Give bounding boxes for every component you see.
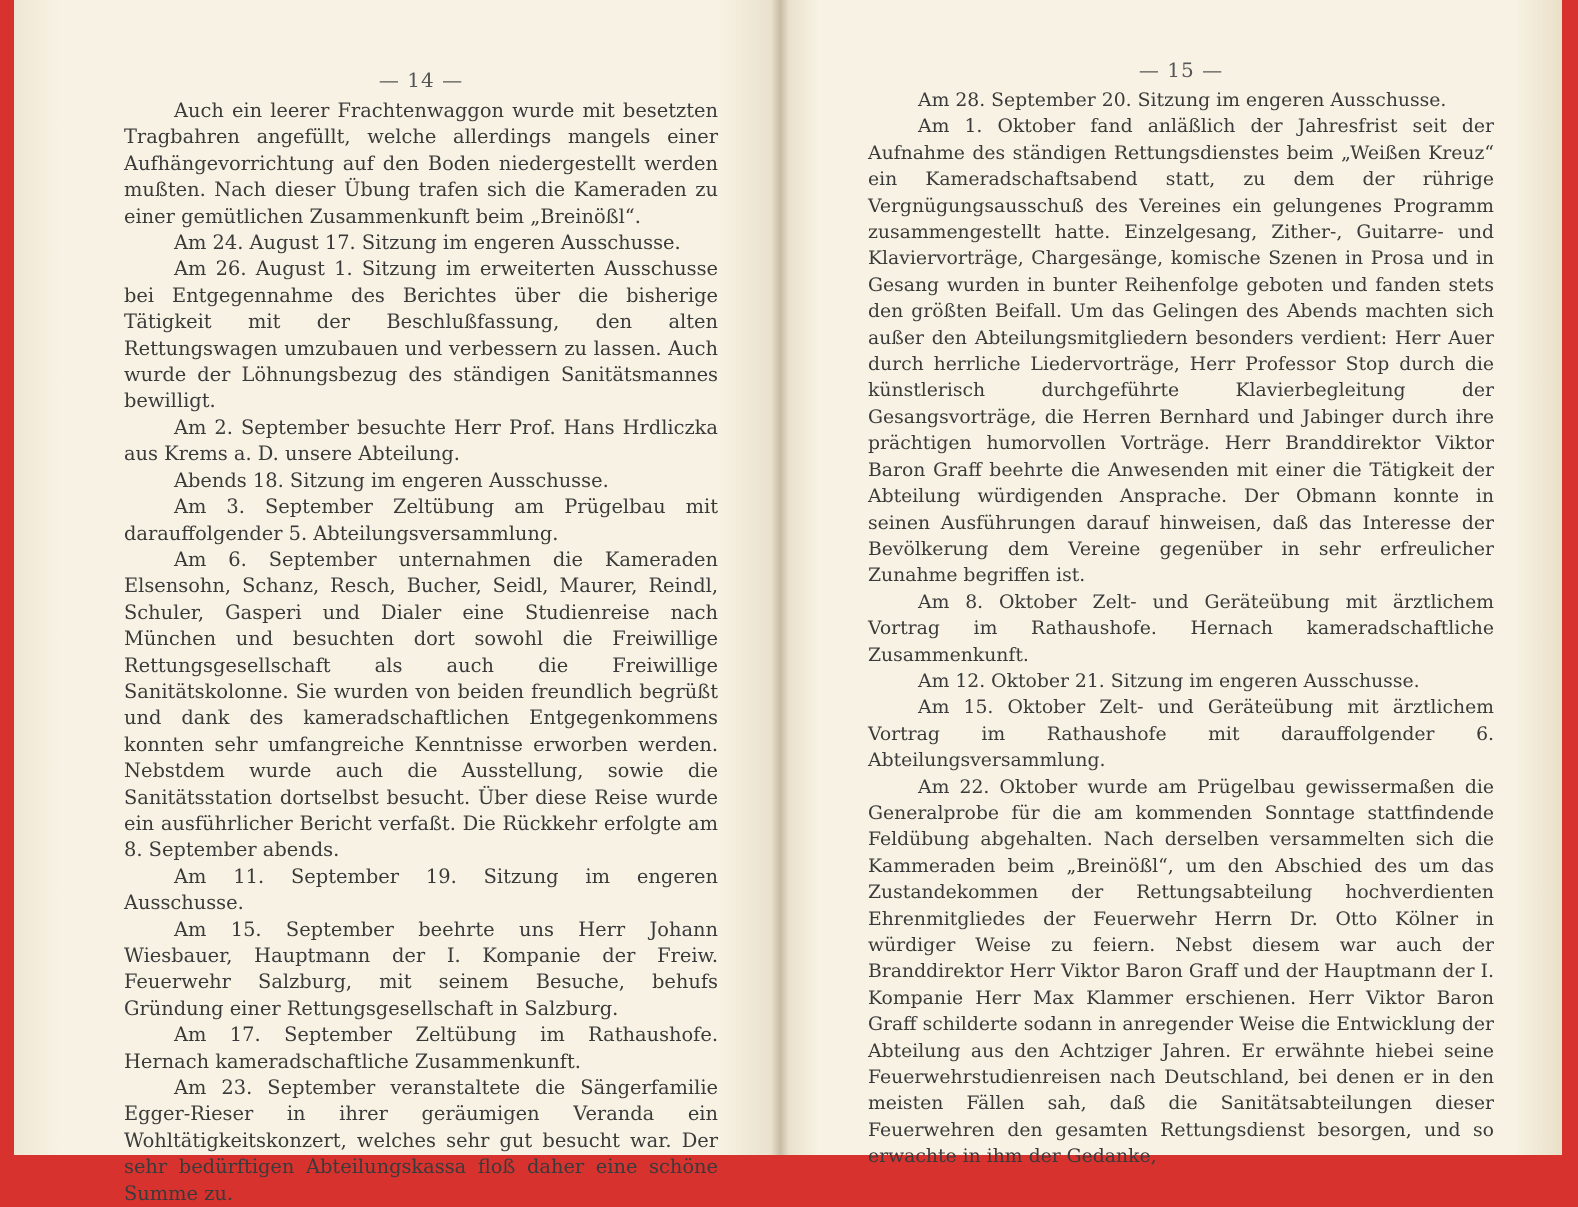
paragraph: Am 11. September 19. Sitzung im engeren Ausschusse.	[124, 864, 718, 915]
paragraph: Am 15. September beehrte uns Herr Johann Wiesbauer, Hauptmann der I. Kompanie der Freiw. Feuerwehr Salzburg, mit seinem Besuche, behufs Gründung einer Rettungsgesellschaft in Salzburg.	[124, 917, 718, 1020]
paragraph: Am 6. September unternahmen die Kameraden Elsensohn, Schanz, Resch, Bucher, Seidl, Maurer, Reindl, Schuler, Gasperi und Dialer eine Studienreise nach München und besuchten dort sowohl die Freiwillige Rettungsgesellschaft als auch die Freiwillige Sanitätskolonne. Sie wurden von beiden freundlich begrüßt und dank des kameradschaftlichen Entgegenkommens konnten sehr umfangreiche Kenntnisse erworben werden. Nebstdem wurde auch die Ausstellung, sowie die Sanitätsstation dortselbst besucht. Über diese Reise wurde ein ausführlicher Bericht verfaßt. Die Rückkehr erfolgte am 8. September abends.	[124, 547, 718, 862]
book-gutter	[771, 0, 789, 1155]
paragraph: Am 2. September besuchte Herr Prof. Hans Hrdliczka aus Krems a. D. unsere Abteilung.	[124, 415, 718, 466]
page-number: — 14 —	[378, 68, 464, 92]
paragraph: Am 8. Oktober Zelt- und Geräteübung mit ärztlichem Vortrag im Rathaushofe. Hernach kameradschaftliche Zusammenkunft.	[868, 591, 1494, 666]
right-page	[780, 0, 1562, 1168]
paragraph: Am 17. September Zeltübung im Rathaushofe. Hernach kameradschaftliche Zusammenkunft.	[124, 1023, 718, 1073]
paragraph: Auch ein leerer Frachtenwaggon wurde mit besetzten Tragbahren angefüllt, welche allerdings mangels einer Aufhängevorrichtung auf den Boden niedergestellt werden mußten. Nach dieser Übung trafen sich die Kameraden zu einer gemütlichen Zusammenkunft beim „Breinößl“.	[124, 99, 718, 228]
book-spread	[14, 0, 1562, 1205]
left-page	[14, 0, 780, 1205]
paragraph: Am 28. September 20. Sitzung im engeren Ausschusse.	[918, 90, 1447, 111]
paragraph: Am 3. September Zeltübung am Prügelbau mit darauffolgender 5. Abteilungsversammlung.	[124, 495, 718, 545]
paragraph: Am 12. Oktober 21. Sitzung im engeren Ausschusse.	[918, 670, 1420, 692]
paragraph: Am 1. Oktober fand anläßlich der Jahresfrist seit der Aufnahme des ständigen Rettungsdienstes beim „Weißen Kreuz“ ein Kameradschaftsabend statt, zu dem der rührige Vergnügungsausschuß des Vereines ein gelungenes Programm zusammengestellt hatte. Einzelgesang, Zither-, Guitarre- und Klaviervorträge, Chargesänge, komische Szenen in Prosa und in Gesang wurden in bunter Reihenfolge geboten und fanden stets den größten Beifall. Um das Gelingen des Abends machten sich außer den Abteilungsmitgliedern besonders verdient: Herr Auer durch herrliche Liedervorträge, Herr Professor Stop durch die künstlerisch durchgeführte Klavierbegleitung der Gesangsvorträge, die Herren Bernhard und Jabinger durch ihre prächtigen humorvollen Vorträge. Herr Branddirektor Viktor Baron Graff beehrte die Anwesenden mit einer die Tätigkeit der Abteilung würdigenden Ansprache. Der Obmann konnte in seinen Ausführungen darauf hinweisen, daß das Interesse der Bevölkerung dem Vereine gegenüber in sehr erfreulicher Zunahme begriffen ist.	[868, 116, 1494, 587]
paragraph: Abends 18. Sitzung im engeren Ausschusse.	[174, 468, 609, 492]
paragraph: Am 15. Oktober Zelt- und Geräteübung mit ärztlichem Vortrag im Rathaushofe mit darauffolgender 6. Abteilungsversammlung.	[868, 697, 1494, 772]
page-number: — 15 —	[1138, 58, 1224, 82]
paragraph: Am 22. Oktober wurde am Prügelbau gewissermaßen die Generalprobe für die am kommenden Sonntage stattfindende Feldübung abgehalten. Nach derselben versammelten sich die Kammeraden beim „Breinößl“, um den Abschied des um das Zustandekommen der Rettungsabteilung hochverdienten Ehrenmitgliedes der Feuerwehr Herrn Dr. Otto Kölner in würdiger Weise zu feiern. Nebst diesem war auch der Branddirektor Herr Viktor Baron Graff und der Hauptmann der I. Kompanie Herr Max Klammer erschienen. Herr Viktor Baron Graff schilderte sodann in anregender Weise die Entwicklung der Abteilung aus den Achtziger Jahren. Er erwähnte hiebei seine Feuerwehrstudienreisen nach Deutschland, bei denen er in den meisten Fällen sah, daß die Sanitätsabteilungen dieser Feuerwehren den gesamten Rettungsdienst besorgen, und so erwachte in ihm der Gedanke,	[868, 776, 1494, 1168]
paragraph: Am 26. August 1. Sitzung im erweiterten Ausschusse bei Entgegennahme des Berichtes über die bisherige Tätigkeit mit der Beschlußfassung, den alten Rettungswagen umzubauen und verbessern zu lassen. Auch wurde der Löhnungsbezug des ständigen Sanitätsmannes bewilligt.	[124, 257, 718, 413]
paragraph: Am 24. August 17. Sitzung im engeren Ausschusse.	[174, 231, 681, 255]
paragraph: Am 23. September veranstaltete die Sängerfamilie Egger-Rieser in ihrer geräumigen Veranda ein Wohltätigkeitskonzert, welches sehr gut besucht war. Der sehr bedürftigen Abteilungskassa floß daher eine schöne Summe zu.	[124, 1076, 718, 1205]
